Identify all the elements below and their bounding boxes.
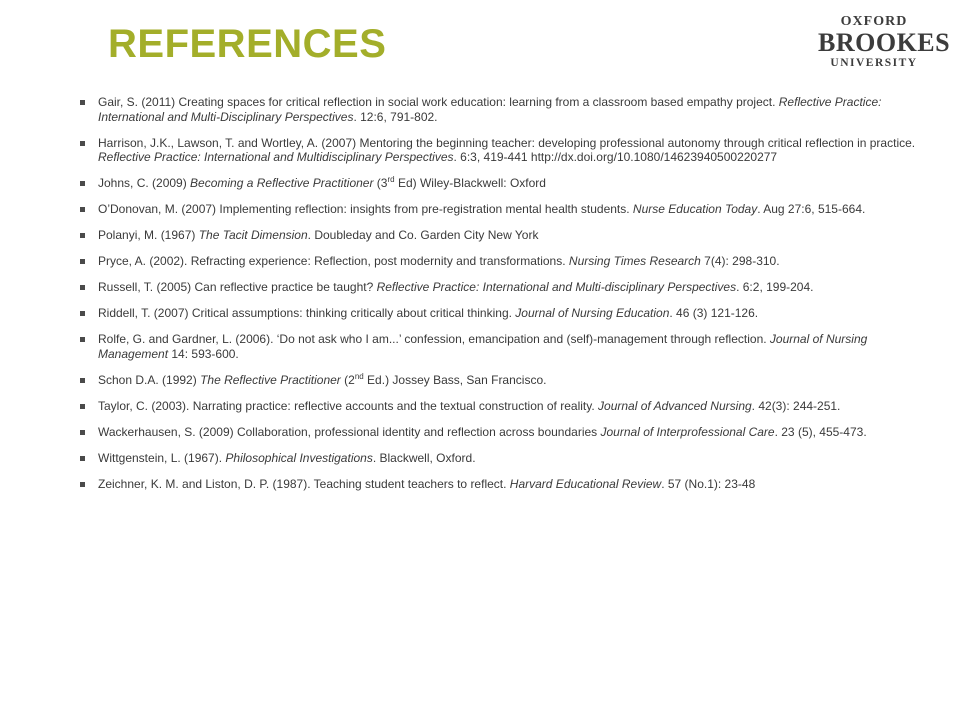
reference-source-title: Harvard Educational Review bbox=[509, 476, 662, 491]
logo-line-oxford: OXFORD bbox=[840, 14, 908, 29]
reference-text: Schon D.A. (1992) bbox=[98, 372, 201, 387]
bullet-square-icon bbox=[80, 285, 85, 290]
reference-text: Zeichner, K. M. and Liston, D. P. (1987). Teaching student teachers to reflect. bbox=[98, 476, 510, 491]
reference-item bbox=[78, 228, 918, 243]
reference-item bbox=[78, 332, 918, 361]
reference-text: O’Donovan, M. (2007) Implementing reflection: insights from pre-registration mental health students. bbox=[98, 202, 633, 216]
reference-text: Riddell, T. (2007) Critical assumptions: thinking critically about critical thinking. bbox=[98, 306, 516, 320]
bullet-square-icon bbox=[80, 430, 85, 435]
reference-source-title: Journal of Interprofessional Care bbox=[600, 424, 775, 439]
reference-details: . 6:3, 419-441 http://dx.doi.org/10.1080/14623940500220277 bbox=[453, 150, 778, 164]
bullet-square-icon bbox=[80, 311, 85, 316]
reference-source-title: Nurse Education Today bbox=[632, 202, 758, 216]
reference-source-title: Reflective Practice: International and Multi-Disciplinary Perspectives bbox=[98, 95, 882, 124]
reference-item bbox=[78, 477, 918, 492]
reference-item bbox=[78, 425, 918, 440]
reference-source-title: Philosophical Investigations bbox=[225, 450, 373, 465]
reference-details: . Doubleday and Co. Garden City New York bbox=[307, 228, 539, 242]
logo-line-university: UNIVERSITY bbox=[830, 57, 918, 69]
reference-item bbox=[78, 136, 918, 165]
reference-item bbox=[78, 254, 918, 269]
reference-item bbox=[78, 306, 918, 321]
reference-source-title: The Tacit Dimension bbox=[198, 228, 308, 242]
reference-details: . 12:6, 791-802. bbox=[353, 109, 438, 124]
reference-details: . Blackwell, Oxford. bbox=[372, 450, 476, 465]
reference-item bbox=[78, 399, 918, 414]
edition-superscript: rd bbox=[387, 175, 395, 184]
bullet-square-icon bbox=[80, 482, 85, 487]
reference-text: Polanyi, M. (1967) bbox=[98, 228, 199, 242]
reference-text: Taylor, C. (2003). Narrating practice: reflective accounts and the textual construction of reality. bbox=[98, 398, 599, 413]
bullet-square-icon bbox=[80, 100, 85, 105]
reference-item bbox=[78, 451, 918, 466]
reference-source-title: Reflective Practice: International and Multi-disciplinary Perspectives bbox=[376, 280, 737, 294]
reference-list bbox=[78, 95, 918, 503]
reference-source-title: Becoming a Reflective Practitioner bbox=[190, 176, 374, 190]
reference-details: . 6:2, 199-204. bbox=[736, 280, 814, 294]
reference-details: 7(4): 298-310. bbox=[700, 254, 780, 268]
reference-details: . 57 (No.1): 23-48 bbox=[661, 476, 756, 491]
page-title: REFERENCES bbox=[108, 22, 387, 66]
reference-source-title: The Reflective Practitioner bbox=[200, 372, 341, 387]
reference-text: Johns, C. (2009) bbox=[98, 176, 191, 190]
reference-item bbox=[78, 95, 918, 124]
bullet-square-icon bbox=[80, 141, 85, 146]
reference-details: . 42(3): 244-251. bbox=[751, 398, 841, 413]
reference-text: Pryce, A. (2002). Refracting experience: Reflection, post modernity and transformations. bbox=[98, 254, 569, 268]
reference-source-title: Journal of Nursing Management bbox=[98, 332, 868, 361]
reference-details: (2 bbox=[340, 372, 355, 387]
reference-details: . 46 (3) 121-126. bbox=[669, 306, 759, 320]
reference-item bbox=[78, 202, 918, 217]
reference-text: Harrison, J.K., Lawson, T. and Wortley, A. (2007) Mentoring the beginning teacher: developing professional autonomy through critical reflection in practice. bbox=[98, 135, 916, 150]
reference-details-continued: Ed.) Jossey Bass, San Francisco. bbox=[363, 372, 547, 387]
reference-details: . Aug 27:6, 515-664. bbox=[757, 202, 866, 216]
reference-text: Wittgenstein, L. (1967). bbox=[98, 450, 226, 465]
reference-details: 14: 593-600. bbox=[168, 346, 239, 361]
reference-text: Russell, T. (2005) Can reflective practice be taught? bbox=[98, 280, 377, 294]
reference-source-title: Journal of Advanced Nursing bbox=[598, 398, 752, 413]
reference-text: Rolfe, G. and Gardner, L. (2006). ‘Do not ask who I am...’ confession, emancipation and (self)-management through reflection. bbox=[98, 332, 770, 346]
bullet-square-icon bbox=[80, 233, 85, 238]
reference-source-title: Reflective Practice: International and Multidisciplinary Perspectives bbox=[98, 150, 454, 164]
reference-details: . 23 (5), 455-473. bbox=[774, 424, 867, 439]
logo-line-brookes: BROOKES bbox=[818, 28, 951, 57]
bullet-square-icon bbox=[80, 337, 85, 342]
reference-text: Gair, S. (2011) Creating spaces for critical reflection in social work education: learning from a classroom based empathy project. bbox=[98, 95, 779, 109]
bullet-square-icon bbox=[80, 181, 85, 186]
reference-item bbox=[78, 373, 918, 388]
edition-superscript: nd bbox=[354, 371, 364, 381]
reference-text: Wackerhausen, S. (2009) Collaboration, professional identity and reflection across boundaries bbox=[98, 424, 601, 439]
reference-source-title: Nursing Times Research bbox=[568, 254, 701, 268]
reference-item bbox=[78, 176, 918, 191]
oxford-brookes-logo bbox=[818, 14, 951, 78]
reference-source-title: Journal of Nursing Education bbox=[515, 306, 670, 320]
bullet-square-icon bbox=[80, 259, 85, 264]
reference-details: (3 bbox=[373, 176, 388, 190]
reference-item bbox=[78, 280, 918, 295]
bullet-square-icon bbox=[80, 207, 85, 212]
bullet-square-icon bbox=[80, 456, 85, 461]
reference-details-continued: Ed) Wiley-Blackwell: Oxford bbox=[394, 176, 546, 190]
bullet-square-icon bbox=[80, 378, 85, 383]
bullet-square-icon bbox=[80, 404, 85, 409]
